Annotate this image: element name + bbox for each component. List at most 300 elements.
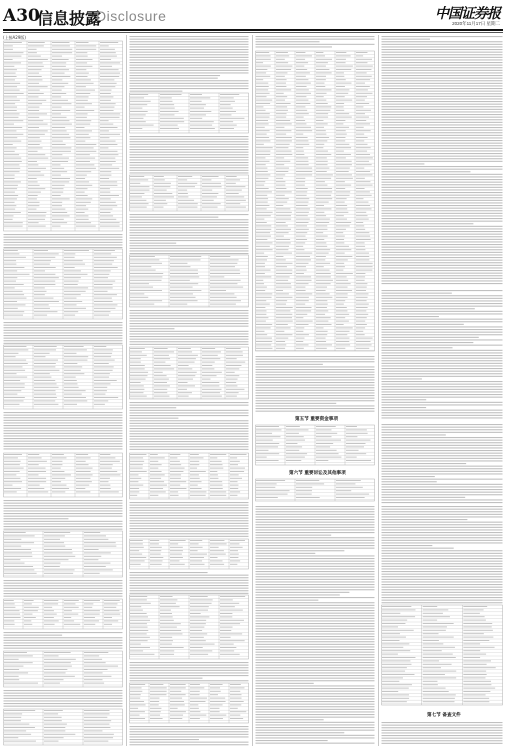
table-cell-text [100, 113, 120, 114]
table-cell-text [4, 308, 18, 309]
table-cell-text [210, 704, 223, 705]
table-cell-text [190, 640, 206, 641]
text-line [256, 623, 375, 624]
table-cell-text [170, 540, 186, 541]
text-line [4, 645, 123, 646]
table-cell-text [52, 62, 66, 63]
text-line [382, 104, 503, 105]
table-cell-text [276, 253, 292, 254]
text-line [4, 242, 123, 243]
body-copy [3, 35, 123, 746]
table-cell-text [190, 684, 200, 685]
table-cell-text [202, 203, 221, 204]
text-line [382, 502, 503, 503]
text-line [382, 455, 503, 456]
table-cell-text [64, 257, 75, 258]
table-cell-text [190, 694, 200, 695]
table-cell-text [463, 654, 486, 655]
text-line [382, 600, 503, 601]
table-cell-text [256, 426, 279, 427]
table-cell-text [4, 205, 16, 206]
table-cell-text [356, 79, 370, 80]
table-cell-text [336, 307, 347, 308]
text-line [382, 145, 503, 146]
table-cell-text [130, 606, 141, 607]
table-cell-text [160, 606, 180, 607]
table-cell-text [64, 304, 77, 305]
table-cell-text [178, 375, 195, 376]
table-cell-text [28, 474, 39, 475]
table-cell-text [4, 620, 14, 621]
table-cell-text [463, 606, 487, 607]
table-cell-text [356, 171, 370, 172]
table-cell-text [296, 195, 307, 196]
table-cell-text [130, 701, 144, 702]
table-cell-text [202, 196, 217, 197]
table-cell-text [94, 366, 114, 367]
table-cell-text [356, 151, 367, 152]
table-cell-text [336, 127, 349, 128]
table-cell-text [4, 49, 13, 50]
table-cell-text [130, 640, 148, 641]
text-line [382, 174, 503, 175]
table-cell-text [382, 677, 403, 678]
table-cell-text [154, 179, 165, 180]
text-line [382, 143, 503, 144]
text-line [130, 412, 249, 413]
table-cell-text [84, 603, 93, 604]
table-cell-text [356, 334, 365, 335]
text-line [382, 166, 503, 167]
table-cell-text [44, 603, 58, 604]
table-cell-text [276, 324, 288, 325]
table-cell-text [100, 110, 114, 111]
text-line [382, 117, 503, 118]
table-cell-text [100, 468, 112, 469]
table-cell-text [316, 341, 326, 342]
table-cell-text [463, 664, 486, 665]
text-line [4, 332, 123, 333]
table-cell-text [202, 365, 212, 366]
table-cell-text [296, 331, 303, 332]
table-cell-text [276, 334, 292, 335]
table-cell-text [28, 461, 47, 462]
table-cell-text [463, 616, 484, 617]
table-cell-text [4, 264, 16, 265]
text-line [382, 404, 503, 405]
table-cell-text [4, 481, 22, 482]
table-cell-text [64, 363, 77, 364]
table-cell-text [178, 365, 189, 366]
table-cell-text [44, 532, 70, 533]
table-cell-text [130, 454, 146, 455]
table-cell-text [94, 346, 106, 347]
text-line [382, 571, 503, 572]
table-cell-text [100, 90, 111, 91]
table-cell-text [100, 464, 113, 465]
table-cell-text [130, 190, 149, 191]
table-cell-text [220, 616, 232, 617]
text-line [130, 240, 249, 241]
table-cell-text [28, 178, 37, 179]
table-cell-text [160, 603, 176, 604]
table-cell-text [4, 270, 17, 271]
table-cell-text [190, 698, 207, 699]
text-line [4, 335, 123, 336]
text-line [130, 431, 249, 432]
table-cell-text [316, 110, 330, 111]
table-cell-text [100, 222, 120, 223]
table-cell-text [84, 676, 111, 677]
table-cell-text [130, 348, 145, 349]
table-cell-text [382, 674, 414, 675]
table-cell-text [160, 114, 174, 115]
table-cell-text [4, 171, 20, 172]
table-cell-text [178, 392, 192, 393]
table-cell-text [316, 144, 324, 145]
table-cell-text [28, 86, 48, 87]
text-line [130, 590, 249, 591]
table-cell-text [34, 294, 45, 295]
text-line [382, 355, 503, 356]
table-cell-text [76, 103, 92, 104]
table-cell-text [276, 178, 283, 179]
table-cell-text [76, 464, 89, 465]
table-cell-text [100, 219, 116, 220]
table-cell-text [52, 86, 64, 87]
table-cell-text [336, 123, 343, 124]
table-cell-text [336, 191, 350, 192]
table-cell-text [296, 480, 319, 481]
table-cell-text [226, 186, 245, 187]
table-cell-text [4, 556, 32, 557]
table-cell-text [76, 93, 90, 94]
table-cell-text [190, 718, 200, 719]
table-cell-text [276, 66, 292, 67]
table-cell-text [34, 281, 55, 282]
table-cell-text [84, 600, 100, 601]
table-cell-text [130, 468, 143, 469]
text-line [382, 202, 503, 203]
text-line [130, 531, 249, 532]
table-cell-text [230, 547, 243, 548]
table-cell-text [94, 353, 112, 354]
table-cell-text [4, 366, 22, 367]
text-line [256, 610, 375, 611]
table-cell-text [296, 246, 303, 247]
text-line [130, 734, 249, 735]
table-cell-text [210, 495, 226, 496]
table-cell-text [4, 727, 35, 728]
table-cell-text [230, 457, 237, 458]
table-cell-text [336, 497, 365, 498]
table-cell-text [316, 127, 324, 128]
text-line [382, 587, 503, 588]
table-cell-text [276, 110, 288, 111]
table-cell-text [52, 212, 67, 213]
text-line [382, 492, 503, 493]
table-cell-text [316, 263, 330, 264]
table-cell-text [256, 212, 273, 213]
table-cell-text [130, 385, 144, 386]
text-line [382, 67, 503, 68]
table-cell-text [276, 283, 291, 284]
table-cell-text [296, 344, 309, 345]
text-line [382, 182, 503, 183]
text-line [382, 479, 503, 480]
table-cell-text [190, 691, 200, 692]
table-cell-text [382, 667, 407, 668]
text-line [130, 162, 249, 163]
table-cell-text [276, 69, 291, 70]
table-cell-text [423, 650, 442, 651]
table-cell-text [220, 128, 234, 129]
table-cell-text [256, 266, 265, 267]
table-cell-text [316, 123, 328, 124]
table-cell-text [316, 324, 332, 325]
table-cell-text [356, 174, 373, 175]
table-cell-text [160, 111, 179, 112]
table-cell-text [178, 186, 195, 187]
table-cell-text [356, 229, 365, 230]
table-cell-text [423, 613, 443, 614]
table-cell-text [170, 280, 190, 281]
table-cell-text [256, 76, 270, 77]
table-cell-text [76, 195, 88, 196]
text-line [130, 418, 179, 419]
table-cell-text [296, 276, 311, 277]
text-line [4, 435, 123, 436]
text-line [130, 72, 249, 73]
table-cell-text [64, 387, 79, 388]
table-cell-text [463, 671, 486, 672]
text-line [130, 214, 249, 215]
table-cell-text [336, 181, 345, 182]
table-cell-text [190, 474, 199, 475]
table-cell-text [28, 130, 48, 131]
text-line [382, 566, 503, 567]
table-cell-text [64, 274, 87, 275]
table-cell-text [28, 481, 46, 482]
table-cell-text [356, 123, 370, 124]
table-cell-text [336, 293, 348, 294]
table-cell-text [100, 124, 113, 125]
table-cell-text [76, 175, 87, 176]
table-cell-text [276, 147, 288, 148]
table-cell-text [84, 727, 110, 728]
text-line [130, 339, 249, 340]
table-cell-text [34, 284, 55, 285]
text-line [4, 583, 123, 584]
table-cell-text [4, 390, 21, 391]
text-line [130, 739, 199, 740]
table-cell-text [130, 396, 147, 397]
table-cell-text [336, 130, 346, 131]
table-cell-text [226, 351, 243, 352]
table-cell-text [296, 83, 311, 84]
table-cell-text [130, 273, 163, 274]
table-cell-text [52, 205, 62, 206]
table-cell-text [210, 560, 223, 561]
text-line [130, 245, 249, 246]
table-cell-text [100, 457, 115, 458]
table-cell-text [178, 355, 198, 356]
table-cell-text [4, 546, 21, 547]
table-cell-text [256, 307, 265, 308]
table-cell-text [28, 103, 42, 104]
table-cell-text [4, 298, 26, 299]
text-line [256, 374, 375, 375]
table-cell-text [296, 293, 312, 294]
table-cell-text [130, 104, 147, 105]
table-cell-text [94, 373, 110, 374]
table-cell-text [28, 471, 46, 472]
text-line [382, 124, 503, 125]
table-cell-text [94, 400, 108, 401]
table-cell-text [28, 195, 38, 196]
table-cell-text [34, 267, 56, 268]
text-line [382, 163, 425, 164]
table-cell-text [52, 45, 70, 46]
table-cell-text [100, 171, 111, 172]
table-cell-text [296, 191, 307, 192]
table-cell-text [28, 137, 40, 138]
table-cell-text [356, 120, 366, 121]
text-line [130, 57, 249, 58]
table-cell-text [336, 151, 344, 152]
table-cell-text [382, 613, 400, 614]
table-cell-text [220, 610, 243, 611]
text-line [4, 327, 123, 328]
table-cell-text [256, 195, 267, 196]
table-cell-text [170, 276, 199, 277]
table-cell-text [28, 100, 46, 101]
text-line [382, 267, 503, 268]
text-line [256, 636, 375, 637]
table-cell-text [230, 491, 240, 492]
text-line [130, 320, 249, 321]
table-cell-text [316, 198, 332, 199]
table-cell-text [130, 708, 138, 709]
table-cell-text [382, 664, 411, 665]
table-cell-text [76, 457, 91, 458]
table-cell-text [64, 600, 79, 601]
table-cell-text [256, 443, 279, 444]
text-line [4, 412, 123, 413]
masthead-rule-thin [3, 32, 503, 33]
table-cell-text [4, 353, 18, 354]
table-cell-text [150, 554, 161, 555]
text-line [382, 189, 503, 190]
table-cell-text [150, 557, 163, 558]
table-cell-text [84, 556, 101, 557]
table-cell-text [296, 202, 308, 203]
table-cell-text [130, 540, 143, 541]
table-cell-text [150, 474, 165, 475]
table-cell-text [130, 650, 143, 651]
table-cell-text [130, 599, 147, 600]
table-cell-text [64, 346, 84, 347]
table-cell-text [64, 253, 75, 254]
table-cell-text [160, 596, 173, 597]
table-cell-text [256, 327, 271, 328]
table-cell-text [276, 246, 289, 247]
table-cell-text [150, 694, 166, 695]
table-cell-text [28, 468, 46, 469]
text-line [382, 36, 503, 37]
table-cell-text [130, 471, 147, 472]
table-cell-text [44, 559, 68, 560]
table-cell-text [84, 724, 109, 725]
text-line [382, 537, 503, 538]
table-cell-text [256, 246, 270, 247]
table-cell-text [256, 487, 275, 488]
text-line [256, 706, 375, 707]
table-cell-text [52, 147, 71, 148]
table-cell-text [150, 464, 162, 465]
table-cell-text [190, 111, 211, 112]
text-line [256, 511, 375, 512]
table-cell-text [276, 338, 288, 339]
text-line [130, 729, 249, 730]
table-cell-text [100, 56, 117, 57]
table-cell-text [28, 192, 41, 193]
table-cell-text [220, 596, 245, 597]
table-cell-text [160, 613, 172, 614]
table-cell-text [44, 535, 65, 536]
table-cell-text [84, 737, 113, 738]
table-cell-text [336, 331, 350, 332]
table-cell-text [130, 114, 146, 115]
table-cell-text [256, 103, 270, 104]
table-cell-text [190, 687, 204, 688]
table-cell-text [256, 185, 264, 186]
text-line [256, 633, 375, 634]
table-cell-text [4, 603, 15, 604]
text-line [256, 657, 375, 658]
table-cell-text [202, 375, 217, 376]
table-cell-text [28, 120, 43, 121]
table-cell-text [336, 300, 345, 301]
table-cell-text [286, 446, 302, 447]
text-line [256, 662, 375, 663]
text-line [382, 337, 479, 338]
table-cell-text [150, 461, 158, 462]
table-cell-text [230, 708, 238, 709]
table-cell-text [76, 42, 88, 43]
table-cell-text [356, 293, 369, 294]
table-cell-text [64, 264, 85, 265]
text-line [382, 494, 503, 495]
text-line [256, 667, 375, 668]
table-cell-text [316, 208, 331, 209]
text-line [256, 600, 319, 601]
table-cell-text [100, 181, 117, 182]
text-line [382, 39, 430, 40]
table-cell-text [220, 599, 233, 600]
table-cell-text [220, 633, 242, 634]
table-cell-text [276, 225, 288, 226]
text-line [382, 72, 503, 73]
table-cell-text [52, 100, 68, 101]
text-line [256, 553, 316, 554]
table-cell-text [160, 647, 184, 648]
text-line [4, 635, 63, 636]
table-cell-text [170, 684, 186, 685]
table-cell-text [170, 471, 183, 472]
text-line [130, 341, 249, 342]
table-cell-text [76, 110, 94, 111]
